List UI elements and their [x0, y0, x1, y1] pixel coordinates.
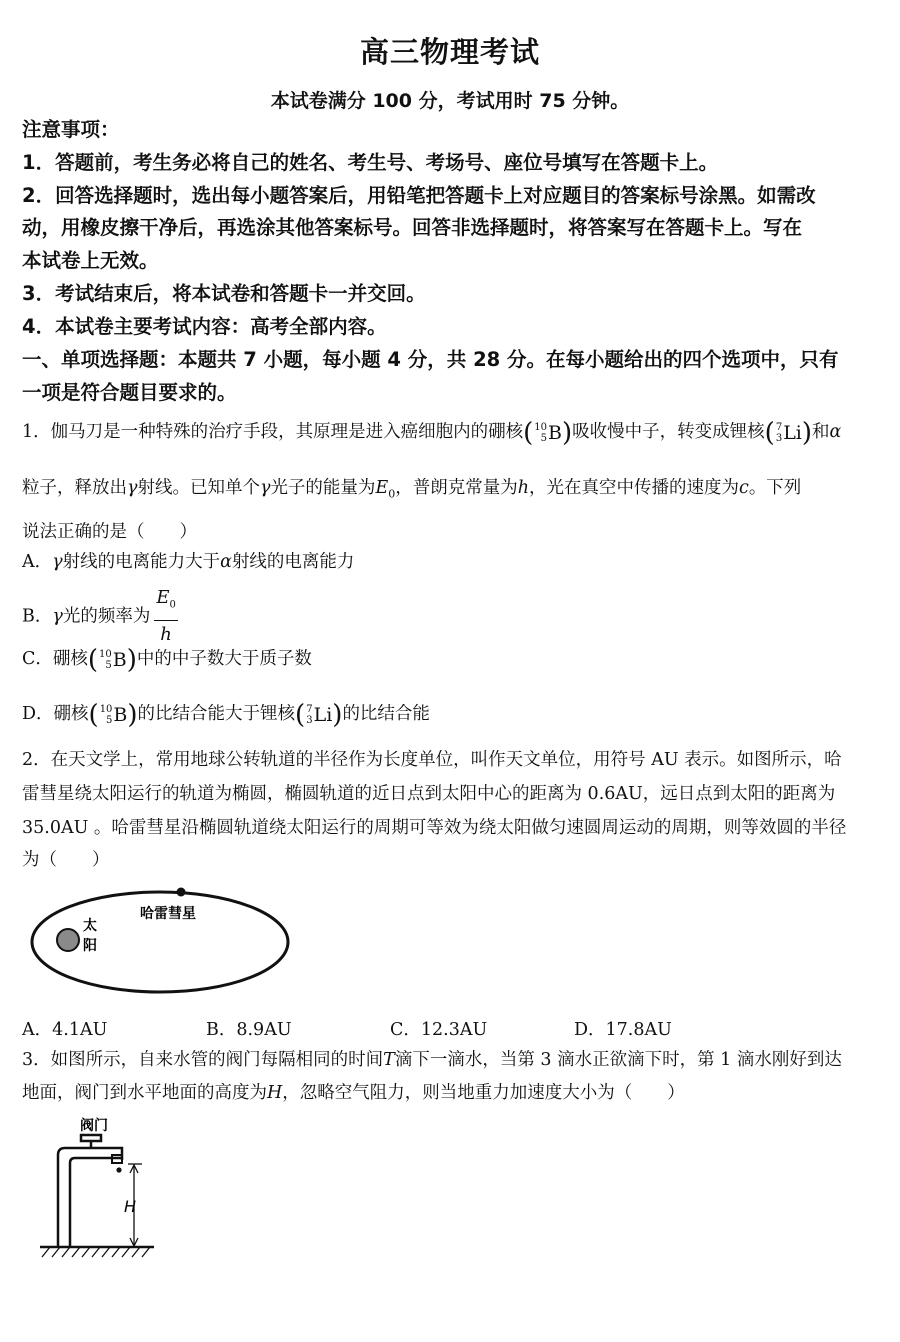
- sun-label-1: 太: [83, 918, 97, 934]
- q1-option-c[interactable]: C．硼核 ( 10 5 B ) 中的中子数大于质子数: [22, 644, 312, 675]
- q1-stem-line-2: 粒子，释放出γ射线。已知单个γ光子的能量为$E_0$，普朗克常量为h，光在真空中传播的速度为c。下列: [22, 478, 802, 501]
- q1-option-d[interactable]: D．硼核 ( 10 5 B ) 的比结合能大于锂核 ( 7 3 Li ) 的比结合能: [22, 699, 430, 730]
- q1-option-b[interactable]: B．γ光的频率为 $\frac{E_0}{h}$: [22, 584, 178, 649]
- q3-stem-line-2: 地面，阀门到水平地面的高度为H，忽略空气阻力，则当地重力加速度大小为（ ）: [22, 1083, 685, 1103]
- section-1-heading-line-2: 一项是符合题目要求的。: [22, 381, 237, 404]
- water-drop: [116, 1167, 121, 1172]
- q2-option-c[interactable]: C．12.3AU: [390, 1020, 488, 1040]
- q2-stem-line-1: 2．在天文学上，常用地球公转轨道的半径作为长度单位，叫作天文单位，用符号 AU 表示。如图所示，哈: [22, 750, 842, 770]
- valve-label: 阀门: [80, 1118, 108, 1134]
- q2-stem-line-2: 雷彗星绕太阳运行的轨道为椭圆，椭圆轨道的近日点到太阳中心的距离为 0.6AU，远日点到太阳的距离为: [22, 784, 836, 804]
- boron-nucleus: ( 10 5 B ): [523, 417, 573, 448]
- comet-dot: [177, 888, 186, 897]
- boron-nucleus: ( 10 5 B ): [88, 699, 138, 730]
- valve-handle: [81, 1135, 101, 1141]
- notice-item-3: 3．考试结束后，将本试卷和答题卡一并交回。: [22, 282, 426, 305]
- notice-item-4: 4．本试卷主要考试内容：高考全部内容。: [22, 315, 387, 338]
- notice-item-1: 1．答题前，考生务必将自己的姓名、考生号、考场号、座位号填写在答题卡上。: [22, 151, 719, 174]
- q1-stem-line-1: 1．伽马刀是一种特殊的治疗手段，其原理是进入癌细胞内的硼核 ( 10 5 B ) 吸收慢中子，转变成锂核 ( 7 3 Li ) 和α: [22, 417, 842, 448]
- ground-hatch: [42, 1247, 150, 1257]
- notice-item-2-line-1: 2．回答选择题时，选出每小题答案后，用铅笔把答题卡上对应题目的答案标号涂黑。如需改: [22, 184, 816, 207]
- frequency-fraction: $\frac{E_0}{h}$: [154, 584, 178, 649]
- notice-item-2-line-2: 动，用橡皮擦干净后，再选涂其他答案标号。回答非选择题时，将答案写在答题卡上。写在: [22, 216, 803, 239]
- q2-option-d[interactable]: D．17.8AU: [574, 1020, 672, 1040]
- lithium-nucleus: ( 7 3 Li ): [764, 417, 813, 448]
- sun-label-2: 阳: [83, 938, 97, 954]
- q2-option-b[interactable]: B．8.9AU: [206, 1020, 292, 1040]
- section-1-heading-line-1: 一、单项选择题：本题共 7 小题，每小题 4 分，共 28 分。在每小题给出的四个选项中，只有: [22, 348, 839, 371]
- sun-circle: [57, 929, 79, 951]
- q1-option-a[interactable]: A．γ射线的电离能力大于α射线的电离能力: [22, 552, 355, 572]
- q2-stem-line-3: 35.0AU 。哈雷彗星沿椭圆轨道绕太阳运行的周期可等效为绕太阳做匀速圆周运动的周期，则等效圆的半径: [22, 818, 847, 838]
- lithium-nucleus: ( 7 3 Li ): [295, 699, 343, 730]
- q3-stem-line-1: 3．如图所示，自来水管的阀门每隔相同的时间T滴下一滴水，当第 3 滴水正欲滴下时，第 1 滴水刚好到达: [22, 1050, 842, 1070]
- boron-nucleus: ( 10 5 B ): [87, 644, 137, 675]
- faucet-figure: [30, 1113, 170, 1263]
- q1-stem-line-3: 说法正确的是（ ）: [22, 522, 197, 542]
- height-label: H: [124, 1197, 137, 1216]
- comet-label: 哈雷彗星: [140, 906, 196, 922]
- halley-orbit-figure: [22, 880, 294, 1008]
- page-title: 高三物理考试: [359, 35, 540, 69]
- q2-stem-line-4: 为（ ）: [22, 850, 110, 870]
- notice-heading: 注意事项：: [22, 118, 120, 141]
- exam-subtitle: 本试卷满分 100 分，考试用时 75 分钟。: [270, 90, 630, 112]
- notice-item-2-line-3: 本试卷上无效。: [22, 249, 159, 272]
- q2-option-a[interactable]: A．4.1AU: [22, 1020, 108, 1040]
